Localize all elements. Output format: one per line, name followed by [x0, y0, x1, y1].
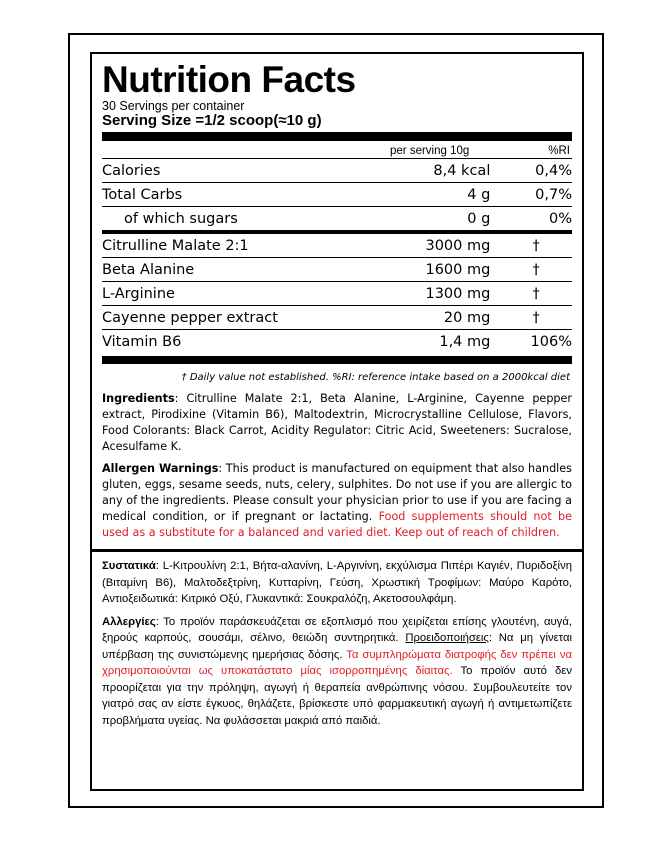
- table-row: Vitamin B6 1,4 mg 106%: [102, 333, 572, 350]
- table-row: Citrulline Malate 2:1 3000 mg †: [102, 234, 572, 258]
- section-divider: [92, 549, 582, 552]
- allergen-warnings-en: Allergen Warnings: This product is manufactured on equipment that also handles gluten, eggs, sesame seeds, nuts, celery, sulphites. Do not use if you are allergic to any of the ingredients. Please consult your physician prior to use if you are facing a medical condition, or if pregnant or lactating. Food supplements should not be used as a substitute for a balanced and varied diet. Keep out of reach of children.: [102, 462, 572, 539]
- table-row: Calories 8,4 kcal 0,4%: [102, 159, 572, 183]
- allergen-warnings-gr: Αλλεργίες: Το προϊόν παράσκευάζεται σε εξοπλισμό που χειρίζεται επίσης γλουτένη, αυγά, ξηρούς καρπούς, σουσάμι, σέλινο, θειώδη συντηρητικά. Προειδοποιήσεις: Να μη γίνεται υπέρβαση της συνιστώμενης ημερήσιας δόσης. Τα συμπληρώματα διατροφής δεν πρέπει να χρησιμοποιούνται ως υποκατάστατο μίας ισορροπημένης δίαιτας. Το προϊόν αυτό δεν προορίζεται για την πρόληψη, αγωγή ή θεραπεία ανθρώπινης νόσου. Συμβουλευτείτε τον γιατρό σας αν είστε έγκυος, θηλάζετε, βρίσκεστε υπό φαρμακευτική αγωγή ή αντιμετωπίζετε προβλήματα υγείας. Να φυλάσσεται μακριά από παιδιά.: [102, 615, 572, 727]
- table-row: Beta Alanine 1600 mg †: [102, 258, 572, 282]
- table-row: L-Arginine 1300 mg †: [102, 282, 572, 306]
- ingredients-label-gr: Συστατικά: [102, 560, 156, 572]
- ingredients-gr: Συστατικά: L-Κιτρουλίνη 2:1, Βήτα-αλανίνη, L-Αργινίνη, εκχύλισμα Πιπέρι Καγιέν, Πυριδοξίνη (Βιταμίνη Β6), Μαλτοδεξτρίνη, Κυτταρίνη, Γεύση, Χρωστική Τροφίμων: Μαύρο Καρότο, Αντιοξειδωτικά: Κιτρικό Οξύ, Γλυκαντικά: Σουκραλόζη, Ακετοσουλφάμη.: [102, 560, 572, 605]
- table-row: of which sugars 0 g 0%: [124, 210, 572, 227]
- ingredients-en: Ingredients: Citrulline Malate 2:1, Beta Alanine, L-Arginine, Cayenne pepper extract, Pirodixine (Vitamin B6), Maltodextrin, Microcrystalline Cellulose, Flavors, Food Colorants: Black Carrot, Acidity Regulator: Citric Acid, Sweeteners: Sucralose, Acesulfame K.: [102, 392, 572, 453]
- table-row: Total Carbs 4 g 0,7%: [102, 183, 572, 207]
- col-per-serving: per serving 10g: [390, 145, 470, 157]
- label-title: Nutrition Facts: [102, 59, 356, 100]
- nutrition-label: [90, 52, 584, 791]
- allergen-label-gr: Αλλεργίες: [102, 615, 156, 628]
- warnings-label-gr: Προειδοποιήσεις: [405, 632, 489, 644]
- table-row: Cayenne pepper extract 20 mg †: [102, 306, 572, 330]
- col-ri: %RI: [548, 145, 570, 157]
- footnote: † Daily value not established. %RI: reference intake based on a 2000kcal diet: [181, 372, 570, 383]
- ingredients-label: Ingredients: [102, 392, 175, 405]
- allergen-red-warning-gr: Τα συμπληρώματα διατροφής δεν πρέπει να χρησιμοποιούνται ως υποκατάστατο μίας ισορροπημένης δίαιτας.: [102, 648, 572, 677]
- thick-divider: [102, 356, 572, 364]
- allergen-red-warning: Food supplements should not be used as a substitute for a balanced and varied diet. Keep out of reach of children.: [102, 510, 572, 539]
- servings-per-container: 30 Servings per container: [102, 99, 245, 113]
- table-header: [102, 141, 572, 159]
- serving-size: Serving Size =1/2 scoop(≈10 g): [102, 112, 322, 129]
- thick-divider: [102, 132, 572, 141]
- allergen-label: Allergen Warnings: [102, 462, 219, 475]
